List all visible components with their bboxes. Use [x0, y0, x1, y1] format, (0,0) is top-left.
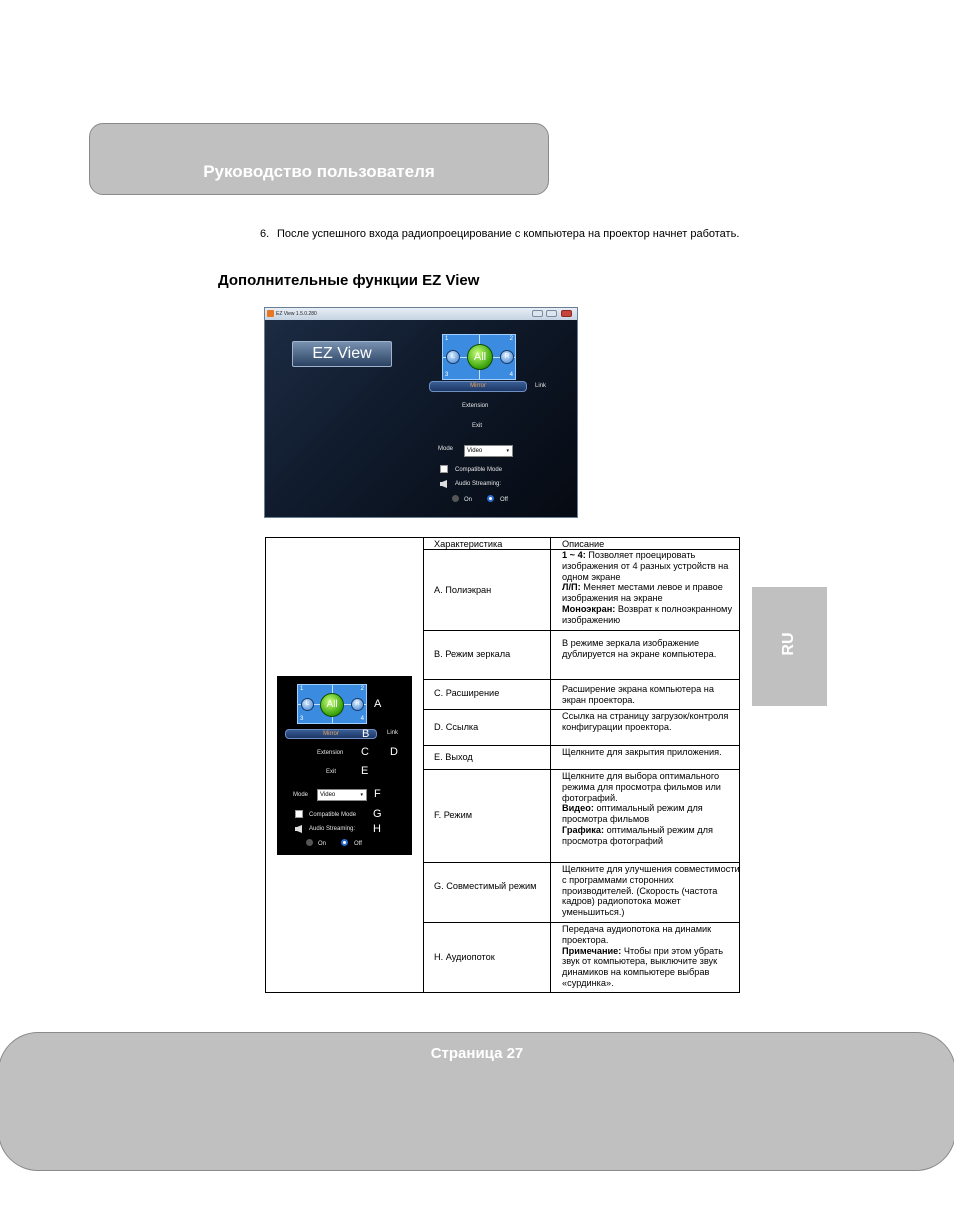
- speaker-icon: [440, 480, 449, 488]
- app-titlebar: [265, 308, 577, 320]
- row-f-label: F. Режим: [434, 810, 473, 820]
- row-b-desc: В режиме зеркала изображение дублируется на экране компьютера.: [562, 638, 717, 659]
- section-title: Дополнительные функции EZ View: [218, 272, 480, 289]
- app-window-title: EZ View 1.5.0.280: [276, 311, 317, 317]
- step-text: После успешного входа радиопроецирование с компьютера на проектор начнет работать.: [277, 228, 740, 240]
- footer-tab: [0, 1032, 954, 1171]
- compatible-mode-checkbox[interactable]: [440, 465, 448, 473]
- quad-1[interactable]: 1: [445, 336, 449, 342]
- extension-button[interactable]: Extension: [462, 403, 489, 409]
- multiscreen-panel[interactable]: [442, 334, 516, 380]
- row-e-label: E. Выход: [434, 752, 473, 762]
- page-number: Страница 27: [430, 1045, 524, 1062]
- row-h-label: H. Аудиопоток: [434, 952, 495, 962]
- header-description: Описание: [562, 539, 605, 549]
- row-a-label: A. Полиэкран: [434, 585, 492, 595]
- header-tab: [89, 123, 549, 195]
- maximize-button[interactable]: [546, 310, 557, 317]
- mini-mirror-bar: Mirror: [285, 729, 377, 739]
- audio-off-radio[interactable]: [487, 495, 494, 502]
- quad-4[interactable]: 4: [509, 372, 513, 378]
- mini-multiscreen-panel: 1 2 3 4 L All R: [297, 684, 367, 724]
- chevron-down-icon: ▾: [506, 448, 509, 454]
- row-f-desc: Щелкните для выбора оптимального режима для просмотра фильмов или фотографий. Видео: оптимальный режим для просмотра фильмов Графика: оптимальный режим для просмотра фотографий: [562, 771, 721, 846]
- row-c-desc: Расширение экрана компьютера на экран проектора.: [562, 684, 714, 705]
- row-b-label: B. Режим зеркала: [434, 649, 511, 659]
- row-g-desc: Щелкните для улучшения совместимости с программами сторонних производителей. (Скорость (частота кадров) радиопотока может уменьшиться.): [562, 864, 740, 918]
- mode-select[interactable]: [464, 445, 513, 457]
- left-button[interactable]: L: [446, 350, 460, 364]
- minimize-button[interactable]: [532, 310, 543, 317]
- ez-view-logo: EZ View: [292, 341, 392, 367]
- label-a: A: [374, 698, 382, 710]
- row-a-desc: 1 ~ 4: Позволяет проецировать изображения от 4 разных устройств на одном экране Л/П: Меняет местами левое и правое изображения на экране Моноэкран: Возврат к полноэкранному изображению: [562, 550, 733, 625]
- row-d-desc: Ссылка на страницу загрузок/контроля конфигурации проектора.: [562, 711, 729, 732]
- mirror-button[interactable]: Mirror: [429, 381, 527, 392]
- mode-label: Mode: [438, 446, 454, 452]
- labeled-controls-image: 1 2 3 4 L All R A Mirror B Link Extension C D Exit E Mode Video ▾ F Compatible Mode G Audio Streaming: H On Off: [277, 676, 412, 855]
- mini-speaker-icon: [295, 825, 304, 833]
- label-d: D: [390, 746, 398, 758]
- link-button[interactable]: Link: [535, 383, 547, 389]
- label-b: B: [362, 728, 370, 740]
- label-e: E: [361, 765, 369, 777]
- audio-off-label: Off: [500, 497, 508, 503]
- header-feature: Характеристика: [434, 539, 503, 549]
- mini-mode-select: Video ▾: [317, 789, 367, 801]
- ez-view-screenshot: [264, 307, 578, 518]
- exit-button[interactable]: Exit: [472, 423, 483, 429]
- row-g-label: G. Совместимый режим: [434, 881, 537, 891]
- quad-2[interactable]: 2: [509, 336, 513, 342]
- audio-on-radio[interactable]: [452, 495, 459, 502]
- all-button[interactable]: All: [467, 344, 493, 370]
- label-c: C: [361, 746, 369, 758]
- quad-3[interactable]: 3: [445, 372, 449, 378]
- mini-checkbox: [295, 810, 303, 818]
- label-g: G: [373, 808, 382, 820]
- row-e-desc: Щелкните для закрытия приложения.: [562, 747, 722, 757]
- row-d-label: D. Ссылка: [434, 722, 479, 732]
- language-tab-label: RU: [780, 632, 797, 656]
- row-c-label: C. Расширение: [434, 688, 500, 698]
- row-h-desc: Передача аудиопотока на динамик проектора. Примечание: Чтобы при этом убрать звук от компьютера, выключите звук динамиков на компьютере выбрав «сурдинка».: [562, 924, 723, 988]
- audio-streaming-label: Audio Streaming:: [455, 481, 502, 487]
- features-table: [265, 537, 740, 993]
- right-button[interactable]: R: [500, 350, 514, 364]
- language-tab: [752, 587, 827, 706]
- header-title: Руководство пользователя: [203, 162, 435, 181]
- mode-select-value: Video: [467, 448, 483, 454]
- label-h: H: [373, 823, 381, 835]
- close-button[interactable]: [561, 310, 572, 317]
- app-icon: [267, 310, 274, 317]
- step-item: [260, 228, 760, 241]
- audio-on-label: On: [464, 497, 473, 503]
- compatible-mode-label: Compatible Mode: [455, 467, 503, 473]
- step-number: 6.: [260, 228, 270, 240]
- label-f: F: [374, 788, 381, 800]
